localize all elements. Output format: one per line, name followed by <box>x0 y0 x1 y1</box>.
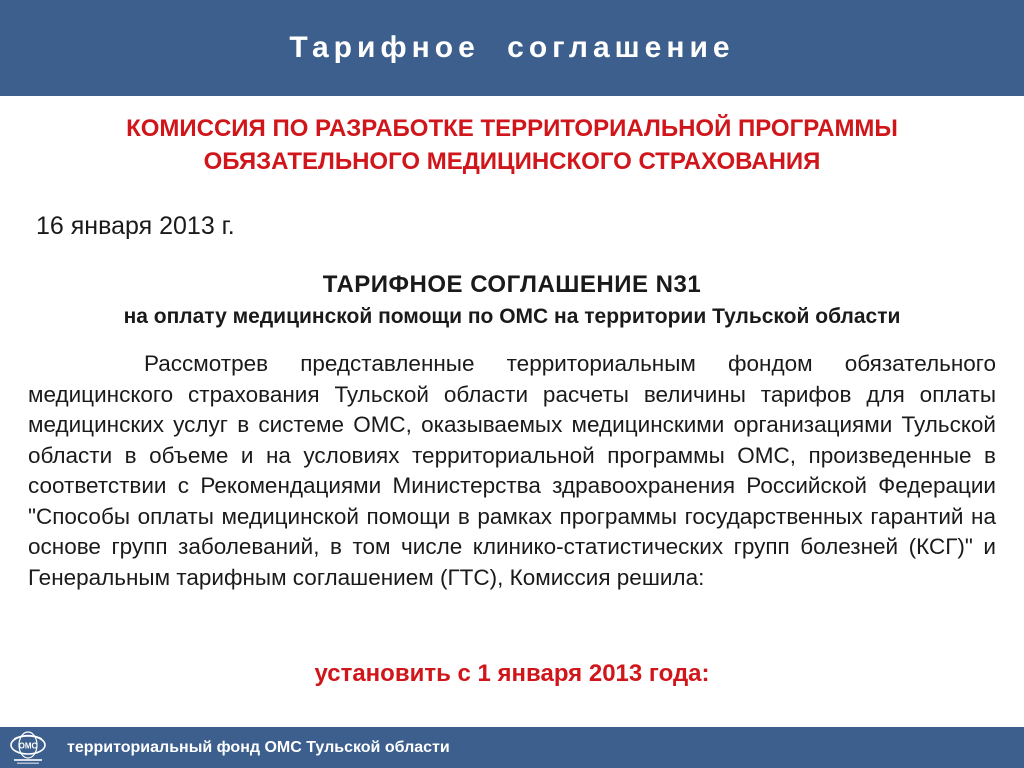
agreement-subtitle: на оплату медицинской помощи по ОМС на территории Тульской области <box>123 305 901 328</box>
commission-line-2: ОБЯЗАТЕЛЬНОГО МЕДИЦИНСКОГО СТРАХОВАНИЯ <box>203 148 821 175</box>
agreement-title: ТАРИФНОЕ СОГЛАШЕНИЕ N31 <box>322 271 702 298</box>
commission-heading <box>0 112 1024 178</box>
page-title: Тарифное соглашение <box>289 31 735 64</box>
svg-text:OMC: OMC <box>18 741 38 751</box>
body-paragraph: Рассмотрев представленные территориальным фондом обязательного медицинского страхования Тульской области расчеты величины тарифов для оплаты медицинских услуг в системе ОМС, оказываемых медицинскими организациями Тульской области в объеме и на условиях территориальной программы ОМС, произведенные в соответствии с Рекомендациями Министерства здравоохранения Российской Федерации "Способы оплаты медицинской помощи в рамках программы государственных гарантий на основе групп заболеваний, в том числе клинико-статистических групп болезней (КСГ)" и Генеральным тарифным соглашением (ГТС), Комиссия решила: <box>28 351 996 590</box>
header-bar <box>0 0 1024 96</box>
footer-text: территориальный фонд ОМС Тульской области <box>67 739 450 756</box>
commission-line-1: КОМИССИЯ ПО РАЗРАБОТКЕ ТЕРРИТОРИАЛЬНОЙ ПРОГРАММЫ <box>126 115 898 142</box>
decision-text: установить с 1 января 2013 года: <box>314 660 710 687</box>
omc-logo-icon <box>6 730 50 766</box>
document-date: 16 января 2013 г. <box>36 212 235 240</box>
